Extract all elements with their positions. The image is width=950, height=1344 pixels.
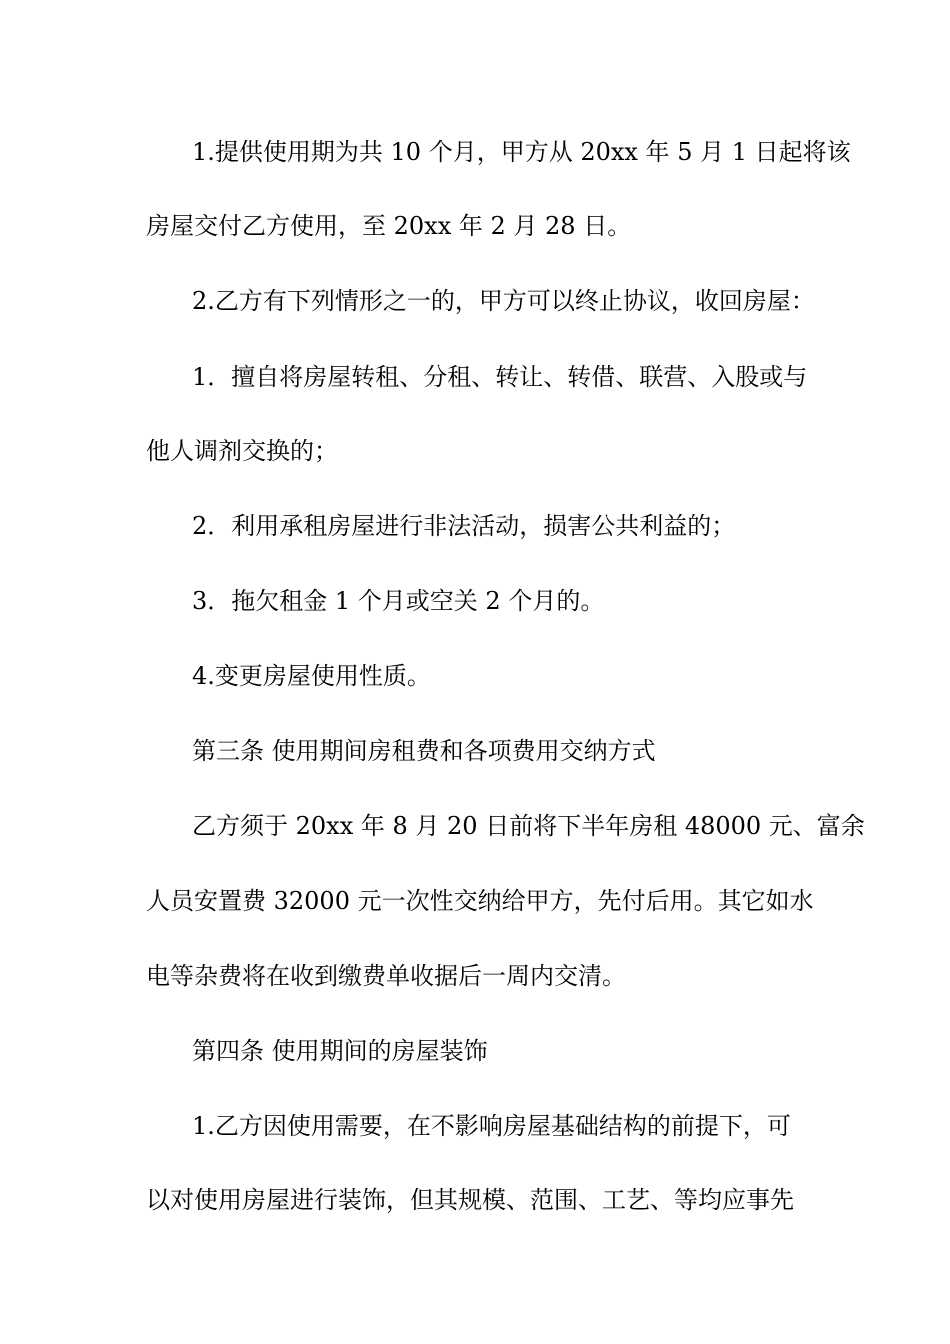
paragraph-line: 人员安置费 32000 元一次性交纳给甲方，先付后用。其它如水: [146, 887, 814, 915]
paragraph-line: 房屋交付乙方使用，至 20xx 年 2 月 28 日。: [146, 212, 632, 240]
paragraph-line: 1.提供使用期为共 10 个月，甲方从 20xx 年 5 月 1 日起将该: [192, 138, 851, 166]
section-heading: 第三条 使用期间房租费和各项费用交纳方式: [192, 737, 656, 765]
paragraph-line: 以对使用房屋进行装饰，但其规模、范围、工艺、等均应事先: [146, 1186, 794, 1214]
list-item: 4.变更房屋使用性质。: [192, 662, 431, 690]
list-item: 1．擅自将房屋转租、分租、转让、转借、联营、入股或与: [192, 363, 808, 391]
paragraph-line: 乙方须于 20xx 年 8 月 20 日前将下半年房租 48000 元、富余: [192, 812, 865, 840]
list-item: 3．拖欠租金 1 个月或空关 2 个月的。: [192, 587, 605, 615]
paragraph-line: 1.乙方因使用需要，在不影响房屋基础结构的前提下，可: [192, 1112, 791, 1140]
paragraph-line: 2.乙方有下列情形之一的，甲方可以终止协议，收回房屋：: [192, 287, 815, 315]
section-heading: 第四条 使用期间的房屋装饰: [192, 1037, 488, 1065]
list-item: 2．利用承租房屋进行非法活动，损害公共利益的；: [192, 512, 736, 540]
list-item-continuation: 他人调剂交换的；: [146, 437, 338, 465]
paragraph-line: 电等杂费将在收到缴费单收据后一周内交清。: [146, 962, 626, 990]
